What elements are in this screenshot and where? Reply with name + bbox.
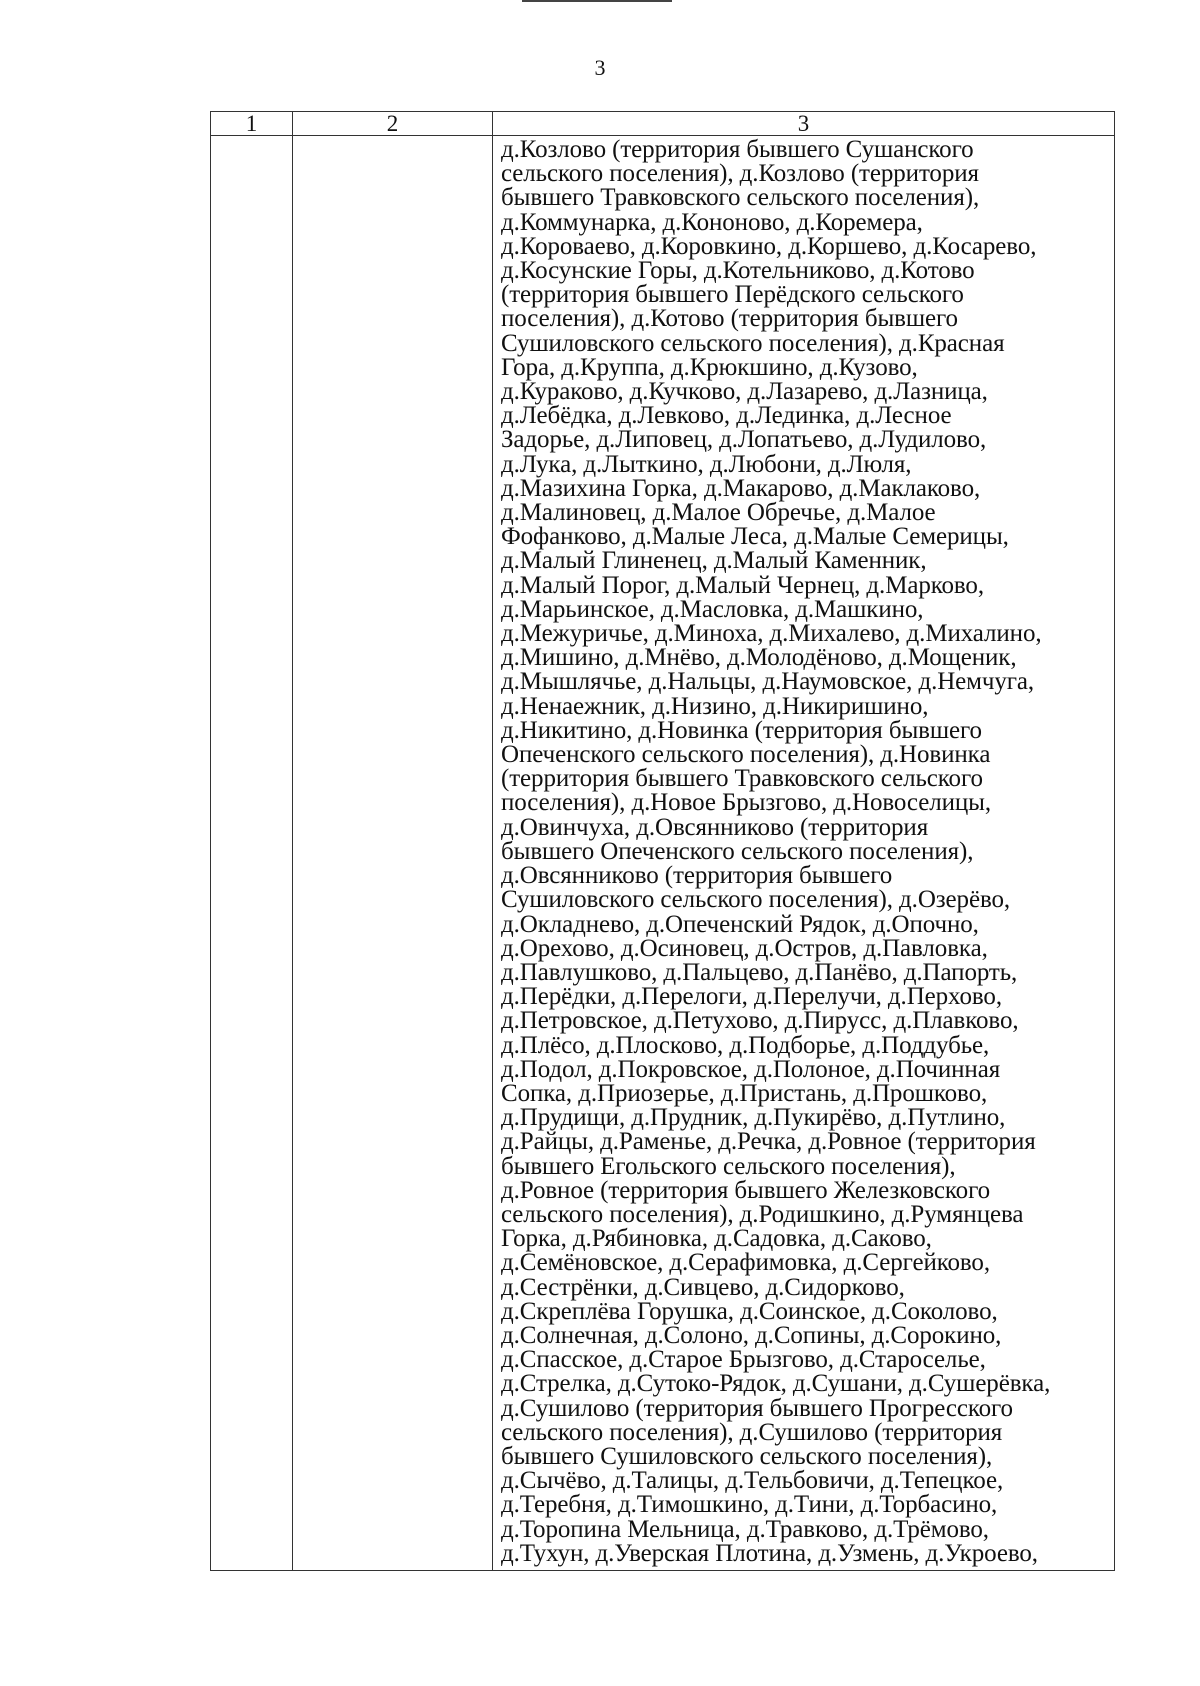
- text-line: д.Сушилово (территория бывшего Прогресского: [501, 1394, 1013, 1422]
- settlements-list: [493, 136, 1114, 1566]
- text-line: д.Райцы, д.Раменье, д.Речка, д.Ровное (территория: [501, 1128, 1036, 1156]
- text-line: бывшего Травковского сельского поселения),: [501, 184, 980, 212]
- column-header-3: 3: [493, 112, 1115, 136]
- top-rule: [522, 0, 672, 2]
- text-line: бывшего Егольского сельского поселения),: [501, 1152, 956, 1180]
- table-row: [211, 136, 1115, 1571]
- text-line: Гора, д.Круппа, д.Крюкшино, д.Кузово,: [501, 353, 918, 381]
- text-line: сельского поселения), д.Сушилово (территория: [501, 1418, 1003, 1446]
- text-line: д.Петровское, д.Петухово, д.Пирусс, д.Плавково,: [501, 1007, 1019, 1035]
- cell-col1: [211, 136, 293, 1571]
- table-header-row: [211, 112, 1115, 136]
- text-line: д.Ровное (территория бывшего Железковского: [501, 1176, 991, 1204]
- text-line: д.Ненаежник, д.Низино, д.Никиришино,: [501, 692, 929, 720]
- column-header-1: 1: [211, 112, 293, 136]
- text-line: д.Павлушково, д.Пальцево, д.Панёво, д.Папорть,: [501, 958, 1018, 986]
- text-line: д.Стрелка, д.Сутоко-Рядок, д.Сушани, д.Сушерёвка,: [501, 1370, 1051, 1398]
- text-line: д.Плёсо, д.Плосково, д.Подборье, д.Поддубье,: [501, 1031, 990, 1059]
- text-line: Сушиловского сельского поселения), д.Озерёво,: [501, 886, 1011, 914]
- text-line: Сопка, д.Приозерье, д.Пристань, д.Прошково,: [501, 1079, 988, 1107]
- text-line: д.Коммунарка, д.Кононово, д.Коремера,: [501, 208, 923, 236]
- text-line: д.Спасское, д.Старое Брызгово, д.Староселье,: [501, 1346, 986, 1374]
- text-line: д.Никитино, д.Новинка (территория бывшего: [501, 716, 982, 744]
- text-line: д.Овинчуха, д.Овсянниково (территория: [501, 813, 929, 841]
- text-line: сельского поселения), д.Родишкино, д.Румянцева: [501, 1200, 1024, 1228]
- text-line: Горка, д.Рябиновка, д.Садовка, д.Саково,: [501, 1225, 932, 1253]
- text-line: бывшего Опеченского сельского поселения),: [501, 837, 974, 865]
- text-line: д.Тухун, д.Уверская Плотина, д.Узмень, д.Укроево,: [501, 1539, 1038, 1567]
- page-number: 3: [594, 55, 606, 80]
- cell-col2: [293, 136, 493, 1571]
- text-line: д.Малиновец, д.Малое Обречье, д.Малое: [501, 499, 936, 527]
- text-line: д.Малый Порог, д.Малый Чернец, д.Марково,: [501, 571, 984, 599]
- text-line: (территория бывшего Травковского сельского: [501, 765, 983, 793]
- text-line: сельского поселения), д.Козлово (территория: [501, 160, 979, 188]
- text-line: д.Лебёдка, д.Левково, д.Лединка, д.Лесное: [501, 402, 952, 430]
- text-line: (территория бывшего Перёдского сельского: [501, 281, 964, 309]
- settlements-table: [210, 111, 1115, 1571]
- text-line: д.Окладнево, д.Опеченский Рядок, д.Опочно,: [501, 910, 979, 938]
- text-line: д.Подол, д.Покровское, д.Полоное, д.Починная: [501, 1055, 1001, 1083]
- text-line: д.Скреплёва Горушка, д.Соинское, д.Соколово,: [501, 1297, 998, 1325]
- text-line: д.Мышлячье, д.Нальцы, д.Наумовское, д.Немчуга,: [501, 668, 1035, 696]
- text-line: д.Мишино, д.Мнёво, д.Молодёново, д.Мощеник,: [501, 644, 1017, 672]
- text-line: Фофанково, д.Малые Леса, д.Малые Семерицы,: [501, 523, 1009, 551]
- text-line: д.Семёновское, д.Серафимовка, д.Сергейково,: [501, 1249, 990, 1277]
- text-line: д.Торопина Мельница, д.Травково, д.Трёмово,: [501, 1515, 989, 1543]
- cell-col3: [493, 136, 1115, 1571]
- text-line: д.Кураково, д.Кучково, д.Лазарево, д.Лазница,: [501, 378, 988, 406]
- text-line: поселения), д.Котово (территория бывшего: [501, 305, 958, 333]
- text-line: Опеченского сельского поселения), д.Новинка: [501, 741, 991, 769]
- text-line: д.Лука, д.Лыткино, д.Любони, д.Люля,: [501, 450, 912, 478]
- text-line: д.Малый Глиненец, д.Малый Каменник,: [501, 547, 927, 575]
- text-line: Задорье, д.Липовец, д.Лопатьево, д.Лудилово,: [501, 426, 987, 454]
- text-line: д.Короваево, д.Коровкино, д.Коршево, д.Косарево,: [501, 232, 1037, 260]
- text-line: бывшего Сушиловского сельского поселения),: [501, 1442, 993, 1470]
- text-line: д.Перёдки, д.Перелоги, д.Перелучи, д.Перхово,: [501, 983, 1002, 1011]
- text-line: поселения), д.Новое Брызгово, д.Новоселицы,: [501, 789, 992, 817]
- text-line: д.Мазихина Горка, д.Макарово, д.Маклаково,: [501, 474, 981, 502]
- text-line: д.Сычёво, д.Талицы, д.Тельбовичи, д.Тепецкое,: [501, 1467, 1004, 1495]
- text-line: д.Козлово (территория бывшего Сушанского: [501, 136, 974, 163]
- text-line: д.Марьинское, д.Масловка, д.Машкино,: [501, 595, 924, 623]
- text-line: Сушиловского сельского поселения), д.Красная: [501, 329, 1005, 357]
- text-line: д.Овсянниково (территория бывшего: [501, 862, 893, 890]
- text-line: д.Сестрёнки, д.Сивцево, д.Сидорково,: [501, 1273, 905, 1301]
- text-line: д.Межуричье, д.Миноха, д.Михалево, д.Михалино,: [501, 620, 1042, 648]
- text-line: д.Косунские Горы, д.Котельниково, д.Котово: [501, 257, 975, 285]
- column-header-2: 2: [293, 112, 493, 136]
- text-line: д.Орехово, д.Осиновец, д.Остров, д.Павловка,: [501, 934, 988, 962]
- text-line: д.Теребня, д.Тимошкино, д.Тини, д.Торбасино,: [501, 1491, 998, 1519]
- text-line: д.Солнечная, д.Солоно, д.Сопины, д.Сорокино,: [501, 1321, 1002, 1349]
- text-line: д.Прудищи, д.Прудник, д.Пукирёво, д.Путлино,: [501, 1104, 1006, 1132]
